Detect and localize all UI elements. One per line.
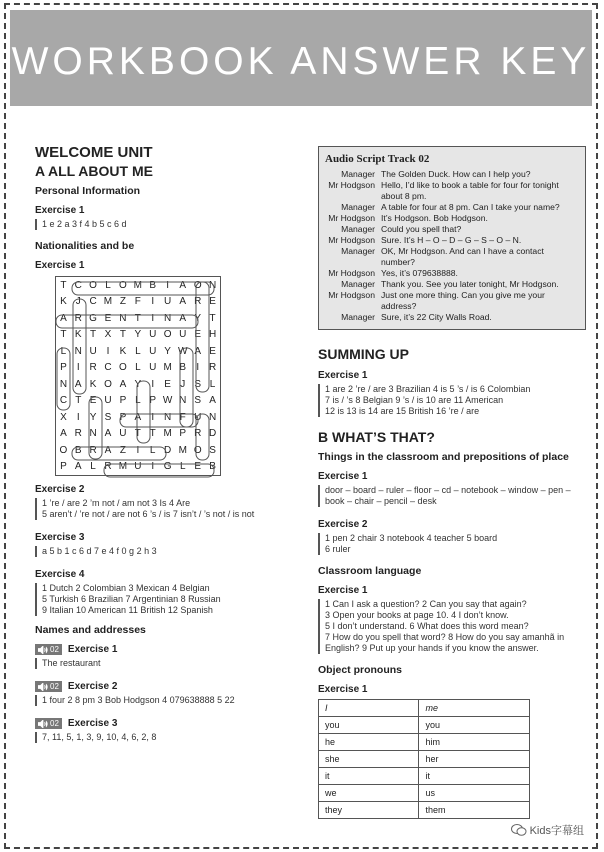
wordsearch-cell: Z	[119, 444, 126, 456]
wordsearch-cell: I	[151, 378, 155, 390]
wordsearch-cell: M	[178, 444, 187, 456]
audio-exercise-2	[35, 681, 285, 692]
classroom-heading: Things in the classroom and prepositions of place	[318, 451, 569, 463]
exercise-label: Exercise 3	[67, 718, 118, 729]
wordsearch-cell: B	[74, 444, 82, 456]
left-column	[35, 140, 285, 743]
wordsearch-cell: S	[194, 378, 202, 390]
script-line	[325, 202, 579, 213]
wordsearch-cell: L	[135, 362, 141, 374]
wordsearch-row	[56, 442, 221, 459]
wechat-icon	[511, 824, 527, 836]
wordsearch-cell: Y	[89, 411, 97, 423]
wordsearch-cell: R	[104, 461, 112, 473]
subject-pronoun: it	[319, 768, 419, 785]
subject-pronoun: I	[319, 700, 419, 717]
pronoun-row	[319, 700, 530, 717]
wordsearch-cell: E	[194, 461, 202, 473]
script-text: Could you spell that?	[381, 224, 462, 234]
wordsearch-cell: A	[74, 378, 82, 390]
wordsearch-cell: K	[119, 345, 127, 357]
exercise-label: Exercise 3	[35, 532, 85, 543]
wordsearch-cell: T	[209, 312, 216, 324]
answer-line: 3 Open your books at page 10. 4 I don’t know.	[325, 610, 509, 620]
wordsearch-cell: D	[208, 428, 217, 440]
script-text: Sure, it’s 22 City Walls Road.	[381, 312, 492, 322]
audio-badge	[35, 718, 62, 729]
wordsearch-cell: O	[163, 329, 172, 341]
script-text: Just one more thing. Can you give me your address?	[381, 290, 545, 311]
wordsearch-row	[56, 393, 221, 410]
title-banner	[10, 10, 592, 106]
object-pronoun: it	[419, 768, 530, 785]
script-speaker: Manager	[341, 279, 375, 289]
wordsearch-cell: K	[74, 329, 82, 341]
script-line	[325, 180, 579, 202]
wordsearch-row	[56, 409, 221, 426]
script-speaker: Mr Hodgson	[328, 213, 375, 223]
audio-badge	[35, 644, 62, 655]
wordsearch-cell: U	[134, 461, 142, 473]
wordsearch-cell: J	[75, 296, 81, 308]
wordsearch-cell: A	[60, 428, 67, 440]
wordsearch-cell: N	[164, 411, 172, 423]
script-line	[325, 246, 579, 268]
wordsearch-cell: A	[194, 345, 202, 357]
answer-line: English? 9 Put up your hands if you know the answer.	[325, 643, 539, 653]
wordsearch-row	[56, 459, 221, 476]
answer-line: 6 ruler	[325, 544, 351, 554]
wordsearch-cell: C	[59, 395, 68, 407]
wordsearch-cell: O	[89, 279, 97, 291]
pronoun-row	[319, 717, 530, 734]
speaker-icon	[38, 720, 48, 728]
script-speaker: Manager	[341, 224, 375, 234]
wordsearch-cell: N	[179, 395, 187, 407]
wordsearch-cell: G	[89, 312, 97, 324]
wordsearch-cell: A	[209, 395, 216, 407]
script-speaker: Mr Hodgson	[328, 268, 375, 278]
wordsearch-cell: S	[104, 411, 112, 423]
wordsearch-cell: A	[104, 444, 112, 456]
wordsearch-cell: M	[133, 279, 143, 291]
watermark	[511, 822, 584, 838]
wordsearch-cell: T	[119, 329, 126, 341]
wordsearch-cell: B	[179, 362, 187, 374]
pronoun-row	[319, 802, 530, 819]
wordsearch-cell: T	[134, 312, 141, 324]
wordsearch-cell: L	[90, 461, 96, 473]
wordsearch-cell: J	[180, 378, 186, 390]
answer-block	[35, 498, 285, 520]
wordsearch-cell: T	[149, 428, 156, 440]
script-text: Hello, I’d like to book a table for four for tonight about 8 pm.	[381, 180, 559, 201]
wordsearch-cell: A	[134, 411, 142, 423]
audio-exercise-1	[35, 644, 285, 655]
wordsearch-cell: T	[60, 279, 67, 291]
exercise-label: Exercise 1	[35, 260, 85, 271]
wordsearch-cell: R	[208, 362, 217, 374]
answer-line: 1 Can I ask a question? 2 Can you say that again?	[325, 599, 527, 609]
wordsearch-cell: C	[89, 296, 97, 308]
wordsearch-cell: U	[149, 329, 157, 341]
section-a-title: A ALL ABOUT ME	[35, 163, 153, 179]
script-line	[325, 235, 579, 246]
script-line	[325, 268, 579, 279]
wordsearch-cell: I	[151, 312, 155, 324]
wordsearch-cell: Y	[134, 329, 142, 341]
wordsearch-cell: E	[89, 395, 97, 407]
answer-line: 1 Dutch 2 Colombian 3 Mexican 4 Belgian	[42, 583, 210, 593]
wordsearch-cell: I	[166, 279, 170, 291]
wordsearch-cell: E	[194, 329, 202, 341]
answer-block	[35, 583, 285, 616]
answer-line: 5 aren’t / ’re not / are not 6 ’s / is 7 isn’t / ’s not / is not	[42, 509, 255, 519]
exercise-label: Exercise 1	[318, 471, 368, 482]
script-speaker: Manager	[341, 246, 375, 256]
script-speaker: Manager	[341, 202, 375, 212]
wordsearch-cell: A	[104, 428, 112, 440]
page-title: WORKBOOK ANSWER KEY	[11, 40, 591, 83]
answer-block: 1 e 2 a 3 f 4 b 5 c 6 d	[35, 219, 285, 230]
wordsearch-cell: N	[59, 378, 68, 390]
wordsearch-cell: L	[179, 461, 186, 473]
wordsearch-cell: E	[209, 345, 216, 357]
wordsearch-row	[56, 294, 221, 311]
answer-line: 5 I don’t understand. 6 What does this word mean?	[325, 621, 529, 631]
answer-line: 9 Italian 10 American 11 British 12 Spanish	[42, 605, 213, 615]
answer-block: a 5 b 1 c 6 d 7 e 4 f 0 g 2 h 3	[35, 546, 285, 557]
wordsearch-cell: P	[179, 428, 187, 440]
wordsearch-cell: H	[208, 329, 217, 341]
answer-block	[318, 533, 586, 555]
script-text: A table for four at 8 pm. Can I take your name?	[381, 202, 560, 212]
wordsearch-cell: I	[76, 411, 80, 423]
script-lines	[325, 169, 579, 323]
exercise-label: Exercise 1	[318, 370, 368, 381]
wordsearch-cell: W	[162, 395, 173, 407]
script-text: Yes, it’s 079638888.	[381, 268, 458, 278]
script-line	[325, 169, 579, 180]
summing-up-title: SUMMING UP	[318, 346, 409, 362]
wordsearch-cell: N	[208, 279, 217, 291]
wordsearch-cell: K	[60, 296, 67, 308]
answer-line: 7 How do you spell that word? 8 How do you say amanhã in	[325, 632, 565, 642]
script-line	[325, 224, 579, 235]
wordsearch-cell: L	[135, 345, 141, 357]
wordsearch-cell: S	[194, 395, 202, 407]
exercise-label: Exercise 1	[67, 644, 118, 655]
exercise-label: Exercise 2	[67, 681, 118, 692]
answer-block: 7, 11, 5, 1, 3, 9, 10, 4, 6, 2, 8	[35, 732, 285, 743]
wordsearch-cell: L	[149, 444, 156, 456]
wordsearch-cell: L	[105, 279, 111, 291]
answer-line: 7 is / ’s 8 Belgian 9 ’s / is 10 are 11 American	[325, 395, 504, 405]
subject-pronoun: you	[319, 717, 419, 734]
wordsearch-cell: U	[194, 411, 202, 423]
answer-line: book – chair – pencil – desk	[325, 496, 437, 506]
object-pronoun: them	[419, 802, 530, 819]
wordsearch-cell: U	[89, 345, 97, 357]
wordsearch-cell: P	[60, 362, 67, 374]
wordsearch-cell: S	[209, 444, 216, 456]
script-line	[325, 290, 579, 312]
wordsearch-cell: T	[75, 395, 82, 407]
wordsearch-cell: O	[59, 444, 68, 456]
unit-title: WELCOME UNIT	[35, 144, 153, 161]
wordsearch-row	[56, 426, 221, 443]
wordsearch-cell: E	[164, 378, 171, 390]
classroom-language-heading: Classroom language	[318, 565, 422, 577]
subject-pronoun: we	[319, 785, 419, 802]
script-speaker: Mr Hodgson	[328, 180, 375, 190]
audio-exercise-3	[35, 718, 285, 729]
wordsearch-cell: R	[74, 312, 82, 324]
script-line	[325, 213, 579, 224]
wordsearch-cell: C	[74, 279, 82, 291]
wordsearch-cell: A	[60, 312, 67, 324]
object-pronoun: me	[419, 700, 530, 717]
wordsearch-row	[56, 327, 221, 344]
wordsearch-cell: I	[106, 345, 110, 357]
answer-block: The restaurant	[35, 658, 285, 669]
wordsearch-row	[56, 310, 221, 327]
wordsearch-cell: M	[103, 296, 113, 308]
object-pronoun: him	[419, 734, 530, 751]
wordsearch-cell: L	[135, 395, 141, 407]
wordsearch-wrapper	[35, 276, 285, 476]
right-column	[318, 146, 586, 819]
exercise-label: Exercise 1	[35, 205, 85, 216]
wordsearch-cell: C	[104, 362, 112, 374]
wordsearch-cell: X	[60, 411, 67, 423]
wordsearch-cell: G	[163, 461, 172, 473]
pronoun-row	[319, 734, 530, 751]
wordsearch-cell: Y	[134, 378, 142, 390]
exercise-label: Exercise 2	[318, 519, 368, 530]
script-line	[325, 312, 579, 323]
wordsearch-cell: I	[151, 411, 155, 423]
wordsearch-cell: B	[149, 279, 157, 291]
wordsearch-cell: O	[193, 444, 202, 456]
answer-block: 1 four 2 8 pm 3 Bob Hodgson 4 079638888 5 22	[35, 695, 285, 706]
track-number: 02	[50, 645, 59, 654]
wordsearch-cell: N	[119, 312, 127, 324]
wordsearch-cell: U	[149, 345, 157, 357]
wordsearch-cell: I	[151, 461, 155, 473]
wordsearch-cell: R	[194, 296, 202, 308]
wordsearch-cell: P	[119, 411, 127, 423]
pronoun-row	[319, 768, 530, 785]
speaker-icon	[38, 683, 48, 691]
wordsearch-cell: Z	[119, 296, 126, 308]
wordsearch-cell: Y	[194, 312, 202, 324]
wordsearch-cell: Y	[164, 345, 171, 357]
wordsearch-cell: M	[118, 461, 128, 473]
wordsearch-cell: L	[209, 378, 216, 390]
wordsearch-cell: U	[164, 296, 172, 308]
wordsearch-cell: X	[104, 329, 112, 341]
object-pronoun: you	[419, 717, 530, 734]
wordsearch-cell: P	[149, 395, 157, 407]
wordsearch-cell: O	[104, 378, 112, 390]
wordsearch-cell: O	[119, 279, 127, 291]
object-pronoun: us	[419, 785, 530, 802]
wordsearch-cell: L	[60, 345, 67, 357]
wordsearch-cell: T	[134, 428, 141, 440]
script-text: OK, Mr Hodgson. And can I have a contact number?	[381, 246, 544, 267]
wordsearch-row	[56, 277, 221, 294]
wordsearch-cell: I	[151, 296, 155, 308]
script-speaker: Manager	[341, 312, 375, 322]
script-text: Sure. It’s H – O – D – G – S – O – N.	[381, 235, 522, 245]
wordsearch-cell: I	[196, 362, 200, 374]
audio-badge	[35, 681, 62, 692]
object-pronoun: her	[419, 751, 530, 768]
script-text: Thank you. See you later tonight, Mr Hodgson.	[381, 279, 559, 289]
script-speaker: Manager	[341, 169, 375, 179]
answer-block	[318, 599, 586, 654]
script-title: Audio Script Track 02	[325, 153, 430, 165]
wordsearch-cell: E	[104, 312, 112, 324]
wordsearch-cell: N	[208, 411, 217, 423]
subject-pronoun: she	[319, 751, 419, 768]
wordsearch-cell: U	[119, 428, 127, 440]
wordsearch-cell: A	[74, 461, 82, 473]
wordsearch-cell: F	[134, 296, 141, 308]
answer-line: 1 pen 2 chair 3 notebook 4 teacher 5 board	[325, 533, 498, 543]
wordsearch-cell: N	[74, 345, 82, 357]
wordsearch-cell: M	[163, 428, 172, 440]
wordsearch-cell: A	[179, 296, 187, 308]
exercise-label: Exercise 1	[318, 585, 368, 596]
script-text: It’s Hodgson. Bob Hodgson.	[381, 213, 488, 223]
pronoun-table	[318, 699, 530, 819]
wordsearch-cell: U	[179, 329, 187, 341]
subject-pronoun: he	[319, 734, 419, 751]
subject-pronoun: they	[319, 802, 419, 819]
wordsearch-cell: N	[89, 428, 97, 440]
wordsearch-cell: A	[179, 279, 187, 291]
wordsearch-grid	[55, 276, 221, 476]
audio-script-box	[318, 146, 586, 330]
wordsearch-cell: T	[60, 329, 67, 341]
wordsearch-cell: D	[164, 444, 172, 456]
wordsearch-cell: K	[89, 378, 97, 390]
wordsearch-row	[56, 376, 221, 393]
wordsearch-cell: O	[193, 279, 202, 291]
pronoun-row	[319, 751, 530, 768]
watermark-text: Kids字幕组	[529, 825, 584, 837]
answer-line: 1 ’re / are 2 ’m not / am not 3 Is 4 Are	[42, 498, 191, 508]
answer-block	[318, 384, 586, 417]
wordsearch-cell: B	[209, 461, 216, 473]
object-pronouns-heading: Object pronouns	[318, 664, 402, 676]
wordsearch-cell: W	[178, 345, 188, 357]
script-speaker: Mr Hodgson	[328, 290, 375, 300]
wordsearch-cell: P	[119, 395, 127, 407]
wordsearch-cell: N	[164, 312, 172, 324]
wordsearch-row	[56, 360, 221, 377]
track-number: 02	[50, 719, 59, 728]
script-text: The Golden Duck. How can I help you?	[381, 169, 531, 179]
personal-info-heading: Personal Information	[35, 185, 141, 197]
wordsearch-cell: I	[136, 444, 140, 456]
wordsearch-cell: P	[60, 461, 67, 473]
wordsearch-cell: R	[89, 444, 97, 456]
exercise-label: Exercise 2	[35, 484, 85, 495]
wordsearch-cell: F	[179, 411, 186, 423]
speaker-icon	[38, 646, 48, 654]
wordsearch-cell: T	[90, 329, 97, 341]
wordsearch-cell: A	[179, 312, 187, 324]
wordsearch-cell: U	[149, 362, 157, 374]
nationalities-heading: Nationalities and be	[35, 240, 135, 252]
wordsearch-row	[56, 343, 221, 360]
pronoun-row	[319, 785, 530, 802]
answer-line: door – board – ruler – floor – cd – notebook – window – pen –	[325, 485, 571, 495]
wordsearch-cell: O	[119, 362, 127, 374]
script-line	[325, 279, 579, 290]
answer-block	[318, 485, 586, 507]
names-heading: Names and addresses	[35, 624, 146, 636]
wordsearch-cell: R	[194, 428, 202, 440]
exercise-label: Exercise 4	[35, 569, 85, 580]
answer-line: 1 are 2 ’re / are 3 Brazilian 4 is 5 ’s / is 6 Colombian	[325, 384, 531, 394]
wordsearch-cell: U	[104, 395, 112, 407]
wordsearch-cell: A	[119, 378, 127, 390]
exercise-label: Exercise 1	[318, 684, 368, 695]
section-b-title: B WHAT’S THAT?	[318, 429, 435, 445]
track-number: 02	[50, 682, 59, 691]
answer-line: 5 Turkish 6 Brazilian 7 Argentinian 8 Russian	[42, 594, 221, 604]
wordsearch-cell: R	[89, 362, 97, 374]
wordsearch-cell: I	[76, 362, 80, 374]
wordsearch-cell: E	[209, 296, 216, 308]
wordsearch-cell: R	[74, 428, 82, 440]
answer-line: 12 is 13 is 14 are 15 British 16 ’re / are	[325, 406, 480, 416]
wordsearch-cell: M	[163, 362, 172, 374]
script-speaker: Mr Hodgson	[328, 235, 375, 245]
